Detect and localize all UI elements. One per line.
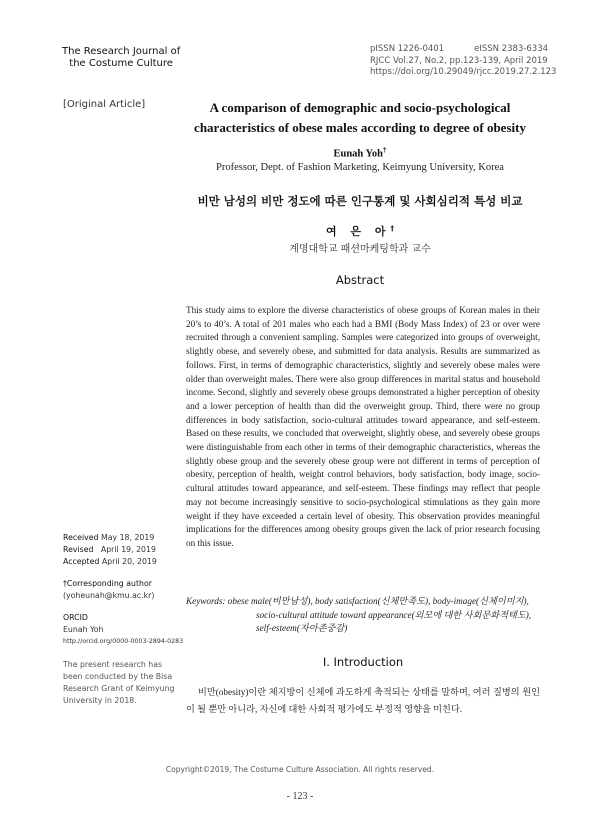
sidebar — [63, 532, 184, 707]
affiliation-korean: 계명대학교 패션마케팅학과 교수 — [289, 244, 431, 255]
pissn: pISSN 1226-0401 — [370, 44, 445, 54]
received-label: Received — [63, 533, 99, 542]
paper-title-korean: 비만 남성의 비만 정도에 따른 인구통계 및 사회심리적 특성 비교 — [197, 194, 523, 208]
journal-name-line1: The Research Journal of — [62, 46, 181, 57]
corresponding-mark: † — [383, 146, 387, 154]
accepted-date: April 20, 2019 — [101, 557, 157, 566]
keywords — [186, 595, 540, 636]
eissn: eISSN 2383-6334 — [474, 44, 549, 54]
orcid-name: Eunah Yoh — [63, 625, 104, 634]
revised-row — [63, 544, 175, 556]
corresponding-email[interactable]: (yoheunah@kmu.ac.kr) — [63, 591, 155, 600]
author-korean — [180, 223, 540, 239]
page-number: - 123 - — [286, 791, 314, 802]
paper-title: A comparison of demographic and socio-psychological characteristics of obese males according to degree of obesity — [194, 100, 526, 135]
author — [180, 146, 540, 160]
funding-note: The present research has been conducted by the Bisa Research Grant of Keimyung University in 2018. — [63, 660, 175, 705]
journal-name-line2: the Costume Culture — [69, 58, 173, 69]
citation: RJCC Vol.27, No.2, pp.123-139, April 2019 — [370, 55, 548, 66]
journal-info — [370, 44, 556, 79]
copyright-notice: Copyright©2019, The Costume Culture Association. All rights reserved. — [165, 765, 435, 774]
accepted-label: Accepted — [63, 557, 100, 566]
affiliation: Professor, Dept. of Fashion Marketing, Keimyung University, Korea — [216, 162, 504, 173]
keywords-label: Keywords: — [186, 596, 226, 606]
abstract-heading: Abstract — [335, 273, 385, 287]
author-name: Eunah Yoh — [333, 148, 384, 160]
orcid-link[interactable]: http://orcid.org/0000-0003-2894-0283 — [63, 638, 184, 645]
revised-label: Revised — [63, 545, 94, 554]
received-row — [63, 532, 175, 544]
keywords-text: obese male(비만남성), body satisfaction(신체만족도), body-image(신체이미지), socio-cultural attitude toward appearance(외모에 대한 사회문화적태도), self-esteem(자아존중감) — [227, 596, 532, 634]
received-date: May 18, 2019 — [100, 533, 155, 542]
introduction-heading: I. Introduction — [322, 655, 404, 669]
journal-name — [62, 46, 180, 70]
article-type: [Original Article] — [63, 99, 146, 110]
introduction-body: 비만(obesity)이란 체지방이 신체에 과도하게 축적되는 상태를 말하며, 여러 질병의 원인이 될 뿐만 아니라, 자신에 대한 사회적 평가에도 부정적 영향을 미친다. — [186, 687, 540, 714]
accepted-row — [63, 556, 175, 568]
revised-date: April 19, 2019 — [100, 545, 156, 554]
corresponding-mark-korean: † — [390, 224, 395, 233]
doi-link[interactable]: https://doi.org/10.29049/rjcc.2019.27.2.123 — [370, 67, 557, 77]
corresponding-author-label: †Corresponding author — [63, 579, 152, 588]
abstract-body: This study aims to explore the diverse characteristics of obese groups of Korean males in their 20’s to 40’s. A total of 201 males who each had a BMI (Body Mass Index) of 23 or over were recruited through a convenient sampling. Samples were categorized into groups of overweight, slightly obese, and severely obese, and submitted for data analysis. Results are summarized as follows. First, in terms of demographic characteristics, slightly and severely obese males were older than overweight males. There were also group differences in marital status and household income. Second, slightly and severely obese groups demonstrated a higher perception of obesity and a lower perception of health than did the overweight group. Third, there were no group differences in body satisfaction, socio-cultural attitudes toward appearance, and self-esteem. Based on these results, we concluded that overweight, slightly obese, and severely obese groups were distinguishable from each other in terms of their demographic characteristics, whereas the slightly obese group and the severely obese group were not different in terms of perception of obesity, perception of health, weight control behaviors, body satisfaction, body image, socio-cultural attitudes toward appearance, and self-esteem. These findings may reflect that people may not become increasingly sensitive to socio-psychological stimulations as they gain more weight if they have exceeded a certain level of obesity. This observation provides meaningful implications for the differences among obesity groups given the lack of prior research focusing on this issue. — [186, 305, 540, 548]
orcid-label: ORCID — [63, 613, 88, 622]
author-name-korean: 여 은 아 — [325, 225, 391, 238]
